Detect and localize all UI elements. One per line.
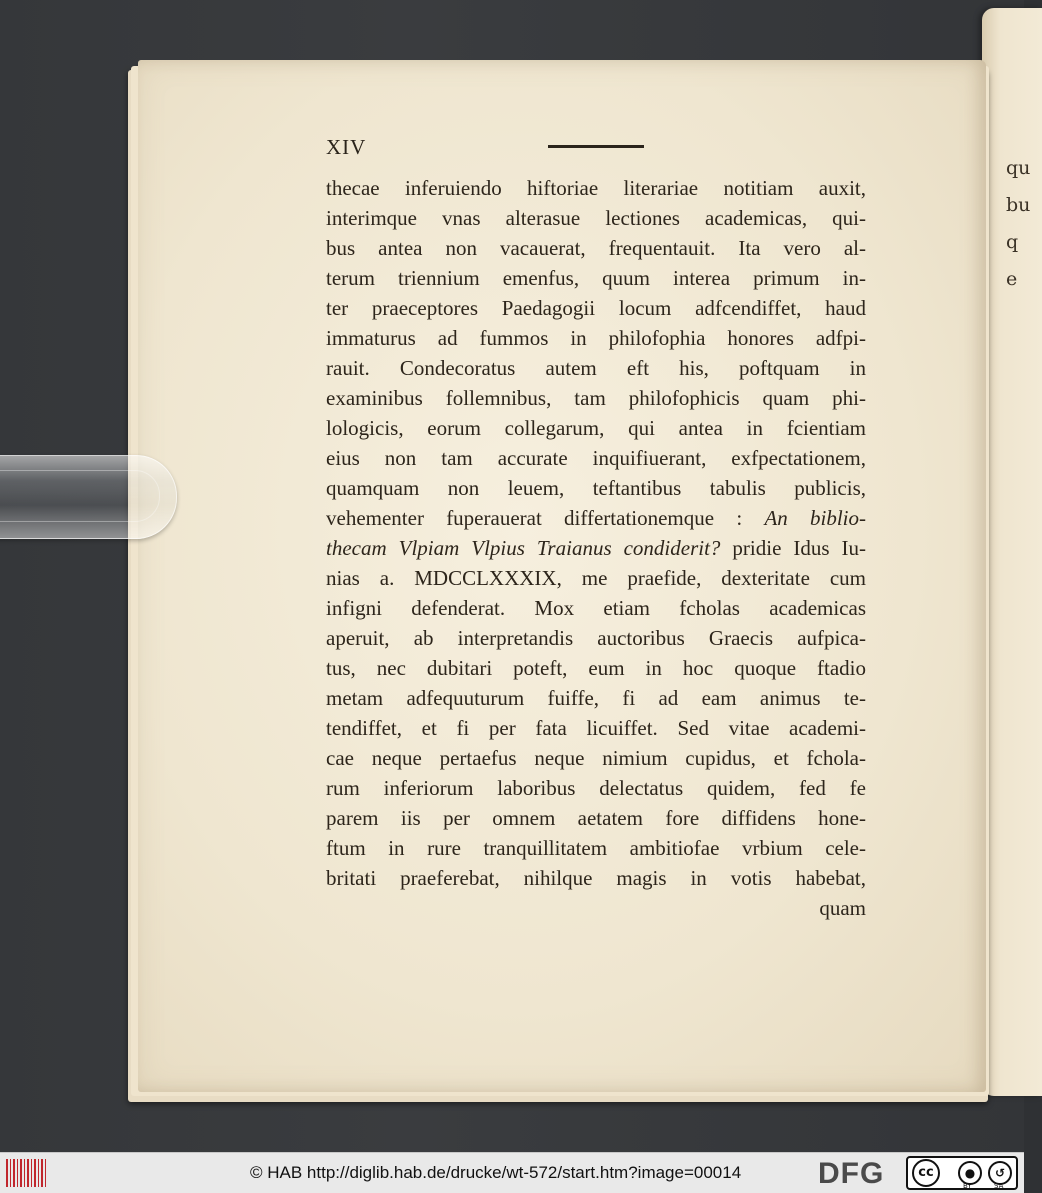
text-line: terum triennium emenfus, quum interea primum in-: [326, 266, 866, 290]
text-line: [326, 503, 866, 533]
text-line: metam adfequuturum fuiffe, fi ad eam animus te-: [326, 686, 866, 710]
page-body: [326, 173, 866, 923]
text-line: lologicis, eorum collegarum, qui antea in fcientiam: [326, 416, 866, 440]
text-line: ftum in rure tranquillitatem ambitiofae vrbium cele-: [326, 836, 866, 860]
text-line: rum inferiorum laboribus delectatus quidem, fed fe: [326, 776, 866, 800]
text-line: tus, nec dubitari poteft, eum in hoc quoque ftadio: [326, 656, 866, 680]
catchword: quam: [819, 896, 866, 920]
italic-title: An biblio-: [764, 506, 867, 530]
page-number: XIV: [326, 135, 367, 159]
license-label: SA: [994, 1182, 1004, 1190]
text-line: quamquam non leuem, teftantibus tabulis publicis,: [326, 476, 866, 500]
text-segment: vehementer fuperauerat differtationemque :: [326, 506, 743, 530]
text-line: ter praeceptores Paedagogii locum adfcendiffet, haud: [326, 296, 866, 320]
viewer-footer: [0, 1152, 1024, 1193]
italic-title: thecam Vlpiam Vlpius Traianus condiderit?: [326, 536, 721, 560]
header-rule: [548, 145, 644, 148]
text-line: parem iis per omnem aetatem fore diffidens hone-: [326, 806, 866, 830]
facing-page-text: [1006, 150, 1030, 298]
text-line: nias a. MDCCLXXXIX, me praefide, dexteritate cum: [326, 566, 866, 590]
facing-fragment: q: [1006, 231, 1019, 253]
text-line: tendiffet, et fi per fata licuiffet. Sed vitae academi-: [326, 716, 866, 740]
facing-fragment: qu: [1006, 157, 1031, 179]
citation-link[interactable]: © HAB http://diglib.hab.de/drucke/wt-572/start.htm?image=00014: [250, 1163, 742, 1182]
facing-fragment: e: [1006, 268, 1018, 290]
text-line: immaturus ad fummos in philofophia honores adfpi-: [326, 326, 866, 350]
facing-fragment: bu: [1006, 194, 1031, 216]
text-line: thecae inferuiendo hiftoriae literariae notitiam auxit,: [326, 176, 866, 200]
license-label: BY: [963, 1182, 972, 1190]
text-line: bus antea non vacauerat, frequentauit. Ita vero al-: [326, 236, 866, 260]
text-segment: pridie Idus Iu-: [732, 536, 867, 560]
text-line: interimque vnas alterasue lectiones academicas, qui-: [326, 206, 866, 230]
hab-logo-icon: [6, 1159, 46, 1187]
text-line: britati praeferebat, nihilque magis in votis habebat,: [326, 866, 866, 890]
cc-license-badge[interactable]: [906, 1156, 1018, 1190]
text-line: cae neque pertaefus neque nimium cupidus, et fchola-: [326, 746, 866, 770]
text-line: rauit. Condecoratus autem eft his, poftquam in: [326, 356, 866, 380]
text-line: examinibus follemnibus, tam philofophicis quam phi-: [326, 386, 866, 410]
dfg-logo: DFG: [818, 1157, 885, 1190]
sa-icon: ↺: [988, 1161, 1012, 1185]
cc-icon: cc: [912, 1159, 940, 1187]
text-line: eius non tam accurate inquifiuerant, exfpectationem,: [326, 446, 866, 470]
text-line: infigni defenderat. Mox etiam fcholas academicas: [326, 596, 866, 620]
glass-clip-highlight: [0, 470, 160, 522]
text-line: aperuit, ab interpretandis auctoribus Graecis aufpica-: [326, 626, 866, 650]
by-icon: ●: [958, 1161, 982, 1185]
text-line: [326, 533, 866, 563]
